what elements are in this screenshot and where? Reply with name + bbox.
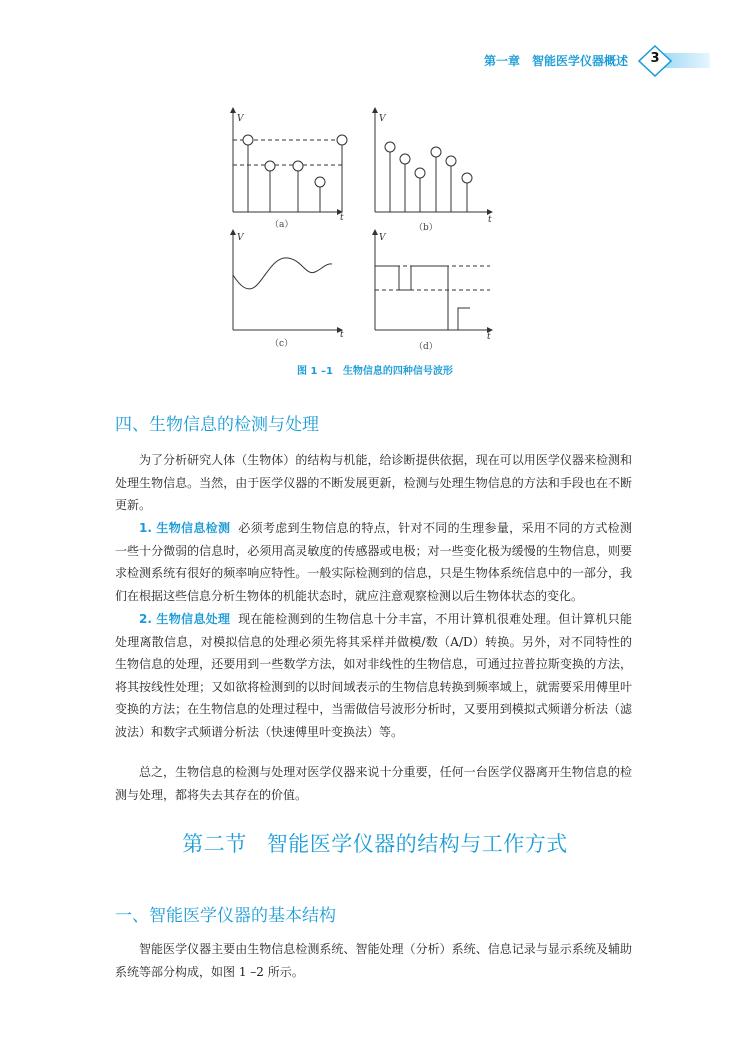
paragraph-item1 (115, 517, 632, 607)
panel-a-v-label: V (237, 114, 244, 124)
subsection-heading-basic-structure: 一、智能医学仪器的基本结构 (115, 906, 336, 926)
figure-signal-waveforms (0, 0, 750, 360)
section-heading-detection-processing: 四、生物信息的检测与处理 (115, 415, 319, 435)
item2-lead: 2. 生物信息处理 (139, 612, 231, 626)
section-title-structure (0, 828, 750, 858)
panel-a-t-label: t (340, 213, 344, 223)
item2-text: 现在能检测到的生物信息十分丰富，不用计算机很难处理。但计算机只能处理离散信息，对模拟信息的处理必须先将其采样并做模/数（A/D）转换。另外，对不同特性的生物信息的处理，还要用到一些数学方法，如对非线性的生物信息，可通过拉普拉斯变换的方法，将其按线性处理；又如欲将检测到的以时间域表示的生物信息转换到频率域上，就需要采用傅里叶变换的方法；在生物信息的处理过程中，当需做信号波形分析时，又要用到模拟式频谱分析法（滤波法）和数字式频谱分析法（快速傅里叶变换法）等。 (115, 612, 632, 739)
figure-caption-text: 生物信息的四种信号波形 (342, 366, 453, 377)
page-number: 3 (650, 51, 660, 66)
figure-caption-number: 图 1 –1 (297, 366, 333, 377)
item1-lead: 1. 生物信息检测 (139, 521, 231, 535)
panel-b-t-label: t (488, 215, 492, 225)
panel-d-v-label: V (379, 233, 386, 243)
panel-d-label: （d） (414, 342, 438, 352)
panel-a-label: （a） (270, 220, 294, 230)
panel-b-v-label: V (379, 114, 386, 124)
panel-b-axes (375, 110, 490, 212)
running-header-chapter-title: 第一章 智能医学仪器概述 (483, 54, 628, 68)
panel-d-digital-wave (375, 266, 470, 330)
panel-c-label: （c） (270, 339, 294, 349)
paragraph-conclusion: 总之，生物信息的检测与处理对医学仪器来说十分重要，任何一台医学仪器离开生物信息的检测与处理，都将失去其存在的价值。 (115, 765, 632, 802)
item1-text: 必须考虑到生物信息的特点，针对不同的生理参量，采用不同的方式检测一些十分微弱的信息时，必须用高灵敏度的传感器或电极；对一些变化极为缓慢的生物信息，则要求检测系统有很好的频率响应特性。一般实际检测到的信息，只是生物体系统信息中的一部分，我们在根据这些信息分析生物体的机能状态时，就应注意观察检测以后生物体状态的变化。 (115, 521, 632, 603)
panel-a-axes (233, 110, 340, 212)
panel-d-axes (375, 232, 490, 330)
panel-a-samples (243, 135, 347, 212)
panel-c-t-label: t (340, 330, 344, 340)
panel-c-axes (233, 232, 340, 330)
section-title: 智能医学仪器的结构与工作方式 (266, 832, 568, 856)
section-number: 第二节 (182, 832, 247, 856)
panel-d-t-label: t (487, 332, 491, 342)
paragraph-item2 (115, 608, 632, 744)
panel-b-label: （b） (414, 223, 438, 233)
panel-c-v-label: V (237, 233, 244, 243)
paragraph-intro: 为了分析研究人体（生物体）的结构与机能，给诊断提供依据，现在可以用医学仪器来检测和处理生物信息。当然，由于医学仪器的不断发展更新，检测与处理生物信息的方法和手段也在不断更新。 (115, 453, 632, 513)
panel-c-continuous-wave (233, 258, 332, 289)
paragraph-basic-structure: 智能医学仪器主要由生物信息检测系统、智能处理（分析）系统、信息记录与显示系统及辅助系统等部分构成，如图 1 –2 所示。 (115, 942, 632, 979)
panel-b-samples (385, 142, 472, 212)
figure-caption (0, 362, 750, 377)
